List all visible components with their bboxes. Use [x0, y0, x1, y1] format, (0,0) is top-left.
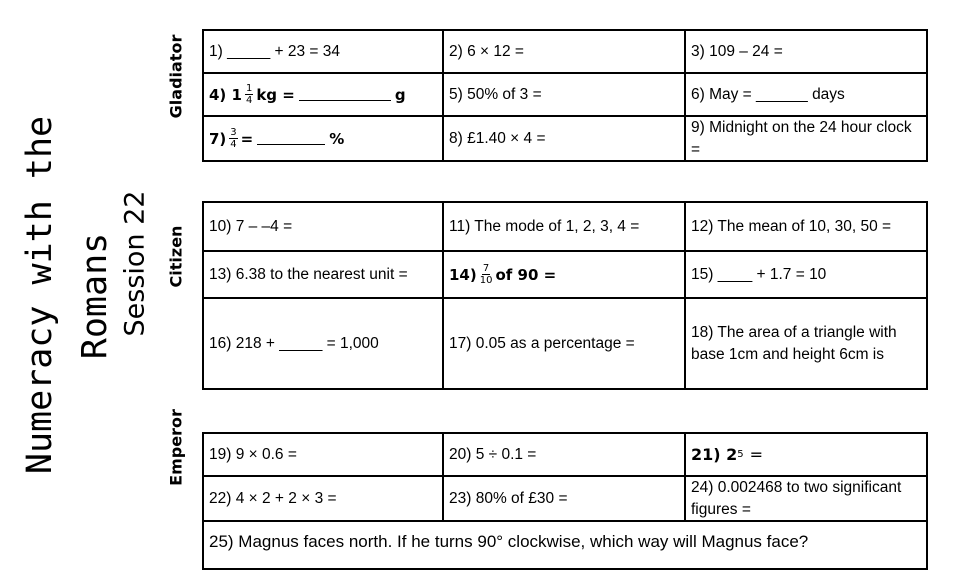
- question-text: 16) 218 + _____ = 1,000: [209, 334, 379, 352]
- question-8: [442, 115, 686, 162]
- question-text: 9) Midnight on the 24 hour clock =: [691, 118, 912, 158]
- numerator: 3: [230, 127, 237, 138]
- question-text: 22) 4 × 2 + 2 × 3 =: [209, 489, 337, 507]
- question-14: [442, 250, 686, 299]
- session-label: Session 22: [119, 190, 151, 337]
- question-text: 10) 7 – –4 =: [209, 217, 293, 235]
- denominator: 10: [479, 275, 493, 286]
- fraction: [245, 83, 253, 106]
- fraction: [229, 127, 237, 150]
- numerator: 1: [245, 83, 253, 94]
- question-7: [202, 115, 444, 162]
- question-19: [202, 432, 444, 477]
- question-text: 18) The area of a triangle with base 1cm and height 6cm is: [691, 323, 897, 363]
- denominator: 4: [230, 139, 237, 150]
- question-10: [202, 201, 444, 252]
- question-text: 15) ____ + 1.7 = 10: [691, 265, 827, 283]
- question-18: [684, 297, 928, 390]
- question-5: [442, 72, 686, 117]
- q14-suffix: of 90 =: [495, 265, 557, 284]
- question-25: [202, 520, 928, 570]
- title-line-2: Romans: [75, 232, 115, 360]
- q14-prefix: 14): [449, 265, 477, 284]
- question-13: [202, 250, 444, 299]
- question-text: 23) 80% of £30 =: [449, 489, 568, 507]
- question-9: [684, 115, 928, 162]
- q4-suffix: kg =: [256, 85, 295, 104]
- level-emperor: Emperor: [166, 409, 186, 486]
- question-21: [684, 432, 928, 477]
- answer-blank: [257, 132, 325, 145]
- question-1: [202, 29, 444, 74]
- question-24: [684, 475, 928, 522]
- question-text: 20) 5 ÷ 0.1 =: [449, 445, 537, 463]
- question-text: 11) The mode of 1, 2, 3, 4 =: [449, 217, 640, 235]
- question-11: [442, 201, 686, 252]
- question-22: [202, 475, 444, 522]
- question-text: 13) 6.38 to the nearest unit =: [209, 265, 408, 283]
- q7-prefix: 7): [209, 129, 227, 148]
- question-3: [684, 29, 928, 74]
- question-6: [684, 72, 928, 117]
- equals: =: [240, 129, 254, 148]
- question-4: [202, 72, 444, 117]
- question-text: 17) 0.05 as a percentage =: [449, 334, 635, 352]
- q4-unit: g: [394, 85, 406, 104]
- question-12: [684, 201, 928, 252]
- question-text: 12) The mean of 10, 30, 50 =: [691, 217, 892, 235]
- title-line-1: Numeracy with the: [20, 115, 60, 475]
- question-2: [442, 29, 686, 74]
- question-text: 8) £1.40 × 4 =: [449, 129, 546, 147]
- question-text: 25) Magnus faces north. If he turns 90° clockwise, which way will Magnus face?: [209, 532, 809, 551]
- q4-prefix: 4) 1: [209, 85, 242, 104]
- question-text: 2) 6 × 12 =: [449, 42, 524, 60]
- level-gladiator: Gladiator: [166, 34, 186, 119]
- question-text: 5) 50% of 3 =: [449, 85, 542, 103]
- question-text: 19) 9 × 0.6 =: [209, 445, 297, 463]
- question-text: 6) May = ______ days: [691, 85, 845, 103]
- question-17: [442, 297, 686, 390]
- equals: =: [749, 444, 764, 464]
- answer-blank: [299, 88, 391, 101]
- q21-prefix: 21) 2: [691, 444, 738, 464]
- denominator: 4: [245, 95, 253, 106]
- question-text: 24) 0.002468 to two significant figures =: [691, 478, 902, 518]
- fraction: [480, 263, 493, 286]
- exponent: 5: [737, 448, 744, 460]
- question-15: [684, 250, 928, 299]
- level-citizen: Citizen: [166, 225, 186, 288]
- question-23: [442, 475, 686, 522]
- question-20: [442, 432, 686, 477]
- question-text: 3) 109 – 24 =: [691, 42, 783, 60]
- question-16: [202, 297, 444, 390]
- numerator: 7: [482, 263, 490, 274]
- percent: %: [329, 129, 345, 148]
- question-text: 1) _____ + 23 = 34: [209, 42, 341, 60]
